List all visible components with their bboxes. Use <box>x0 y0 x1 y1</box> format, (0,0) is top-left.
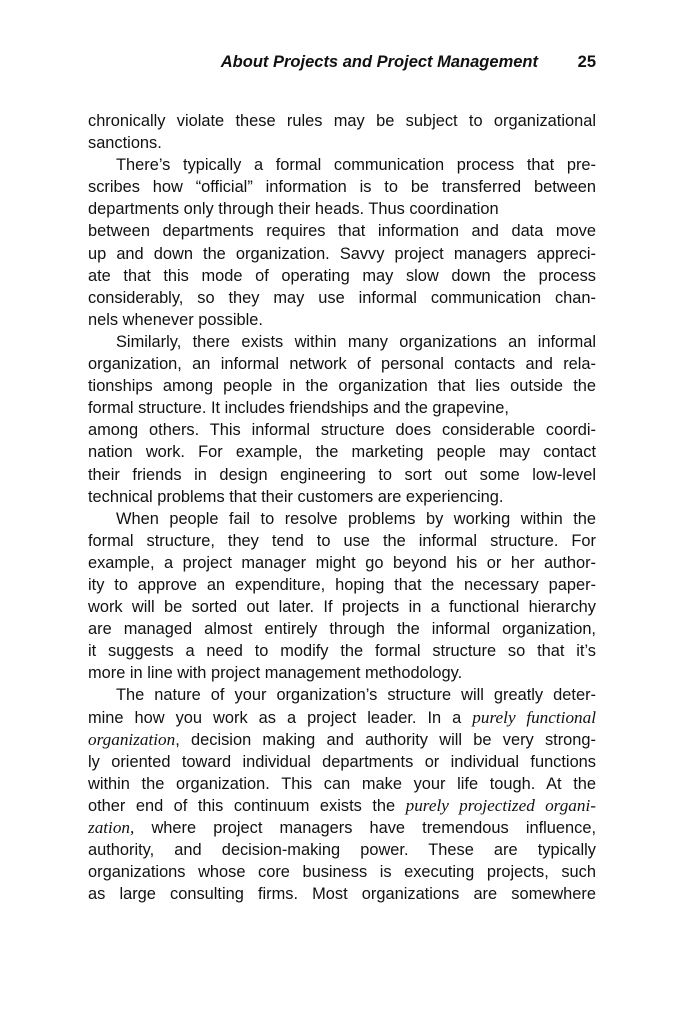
paragraph-first-line: When people fail to resolve problems by working within the <box>116 509 596 528</box>
text-line: organizations whose core business is executing projects, such <box>88 863 596 882</box>
text-line <box>88 817 596 839</box>
text-line: scribes how “official” information is to be transferred between <box>88 178 596 197</box>
italic-term: purely functional <box>472 707 597 727</box>
text-line: up and down the organization. Savvy project managers appreci- <box>88 244 596 263</box>
body-text <box>88 110 596 905</box>
text-line: example, a project manager might go beyond his or her author- <box>88 553 596 572</box>
text-line: ly oriented toward individual departments or individual functions <box>88 752 596 771</box>
text-line: are managed almost entirely through the informal organization, <box>88 620 596 639</box>
text-line: tionships among people in the organization that lies outside the <box>88 377 596 396</box>
text-line: considerably, so they may use informal communication chan- <box>88 288 596 307</box>
text-line: nels whenever possible. <box>88 310 263 329</box>
text-run: , decision making and authority will be very strong- <box>175 730 596 749</box>
text-line: departments only through their heads. Thus coordination <box>88 200 499 219</box>
italic-term: zation, <box>88 818 135 837</box>
italic-term: organization <box>88 729 176 749</box>
text-line: as large consulting firms. Most organizations are somewhere <box>88 885 596 904</box>
text-line: chronically violate these rules may be subject to organizational <box>88 112 596 130</box>
text-line: more in line with project management methodology. <box>88 664 463 683</box>
text-line: ity to approve an expenditure, hoping that the necessary paper- <box>88 575 596 594</box>
paragraph-first-line: There’s typically a formal communication process that pre- <box>116 156 596 175</box>
page-number: 25 <box>577 53 596 71</box>
text-line: formal structure, they tend to use the informal structure. For <box>88 531 596 550</box>
text-line: between departments requires that information and data move <box>88 222 596 241</box>
text-line: technical problems that their customers are experiencing. <box>88 487 504 506</box>
paragraph-first-line: Similarly, there exists within many organizations an informal <box>116 332 596 351</box>
text-run: other end of this continuum exists the <box>88 796 396 815</box>
paragraph-first-line: The nature of your organization’s structure will greatly deter- <box>116 686 596 705</box>
text-line: within the organization. This can make your life tough. At the <box>88 774 596 793</box>
text-run: mine how you work as a project leader. In a <box>88 708 462 727</box>
text-line: among others. This informal structure does considerable coordi- <box>88 421 596 440</box>
text-line: formal structure. It includes friendships and the grapevine, <box>88 399 509 418</box>
italic-term: purely projectized organi- <box>405 795 596 815</box>
text-line: organization, an informal network of personal contacts and rela- <box>88 355 596 374</box>
text-run: where project managers have tremendous influence, <box>151 819 596 837</box>
text-line: authority, and decision-making power. These are typically <box>88 841 596 860</box>
text-line: sanctions. <box>88 134 162 153</box>
text-line: their friends in design engineering to sort out some low-level <box>88 465 596 484</box>
text-line: ate that this mode of operating may slow down the process <box>88 266 596 285</box>
text-line: work will be sorted out later. If projects in a functional hierarchy <box>88 598 596 617</box>
text-line <box>88 707 596 729</box>
running-header <box>88 53 596 77</box>
text-line: nation work. For example, the marketing people may contact <box>88 443 596 462</box>
running-head-title: About Projects and Project Management <box>220 53 538 71</box>
text-line: it suggests a need to modify the formal structure so that it’s <box>88 642 596 661</box>
text-line <box>88 795 596 817</box>
text-line <box>88 729 596 751</box>
